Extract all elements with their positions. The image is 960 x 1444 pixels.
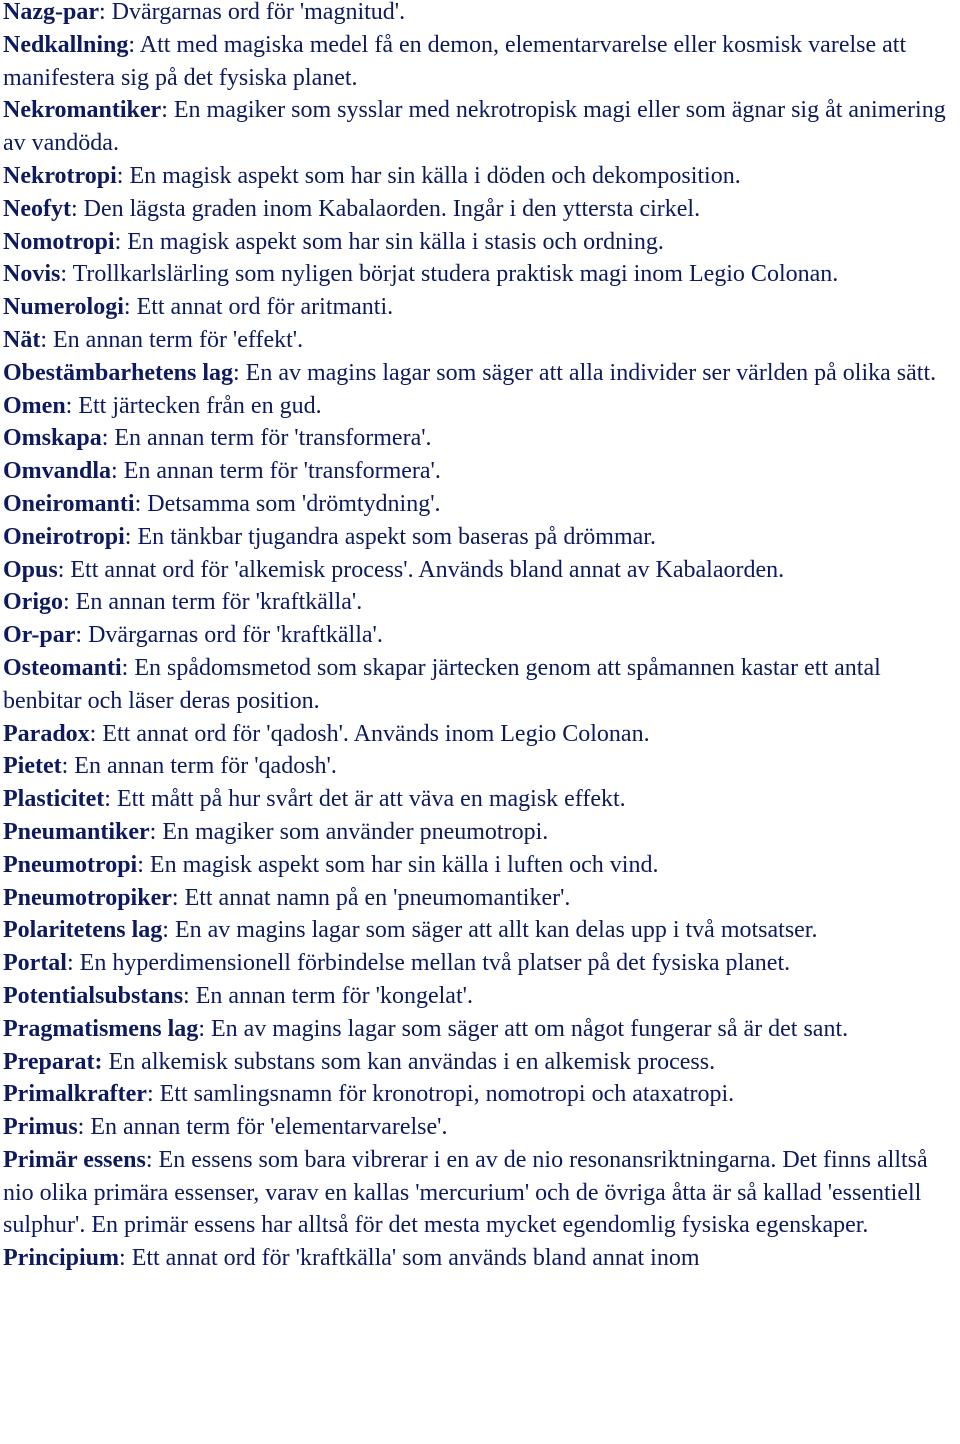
entry-definition: Ett mått på hur svårt det är att väva en magisk effekt. xyxy=(116,786,626,813)
entry-term: Nekromantiker xyxy=(3,97,162,124)
glossary-entry xyxy=(3,390,957,423)
entry-definition: En tänkbar tjugandra aspekt som baseras på drömmar. xyxy=(137,523,656,550)
entry-definition: Ett annat ord för 'kraftkälla' som används bland annat inom xyxy=(131,1245,700,1272)
entry-definition: Dvärgarnas ord för 'magnitud'. xyxy=(111,0,406,25)
entry-definition: Dvärgarnas ord för 'kraftkälla'. xyxy=(88,622,383,649)
entry-term: Osteomanti xyxy=(3,654,122,681)
entry-term: Omvandla xyxy=(3,458,112,485)
entry-definition: En magisk aspekt som har sin källa i stasis och ordning. xyxy=(127,228,664,255)
entry-separator: : xyxy=(111,458,124,485)
entry-term: Paradox xyxy=(3,720,90,747)
glossary-entry xyxy=(3,1144,957,1242)
entry-definition: En av magins lagar som säger att alla individer ser världen på olika sätt. xyxy=(245,359,937,386)
entry-separator: : xyxy=(149,818,163,845)
glossary-entry xyxy=(3,521,957,554)
entry-term: Primär essens xyxy=(3,1146,146,1173)
glossary-entry xyxy=(3,1078,957,1111)
glossary-entry xyxy=(3,193,957,226)
entry-separator: : xyxy=(128,31,140,58)
glossary-page xyxy=(3,0,957,1275)
entry-term: Primus xyxy=(3,1114,78,1141)
glossary-entry xyxy=(3,750,957,783)
entry-term: Nazg-par xyxy=(3,0,99,25)
entry-term: Pneumotropiker xyxy=(3,884,172,911)
glossary-entry xyxy=(3,882,957,915)
entry-term: Neofyt xyxy=(3,195,71,222)
entry-separator: : xyxy=(101,425,115,452)
entry-separator: : xyxy=(134,490,148,517)
glossary-entry xyxy=(3,980,957,1013)
entry-separator: : xyxy=(70,195,84,222)
entry-definition: Ett annat ord för 'qadosh'. Används inom Legio Colonan. xyxy=(102,720,650,747)
entry-definition: Ett annat ord för aritmanti. xyxy=(136,294,394,321)
glossary-entry xyxy=(3,226,957,259)
entry-separator: : xyxy=(146,1081,160,1108)
entry-term: Polaritetens lag xyxy=(3,917,163,944)
entry-definition: Detsamma som 'drömtydning'. xyxy=(147,490,441,517)
entry-separator: : xyxy=(61,753,75,780)
entry-separator: : xyxy=(137,851,150,878)
entry-definition: Den lägsta graden inom Kabalaorden. Ingår i den yttersta cirkel. xyxy=(83,195,701,222)
entry-definition: En av magins lagar som säger att om något fungerar så är det sant. xyxy=(210,1015,849,1042)
entry-term: Principium xyxy=(3,1245,120,1272)
entry-separator: : xyxy=(104,786,117,813)
entry-definition: En spådomsmetod som skapar järtecken genom att spåmannen kastar ett antal benbitar och läser deras position. xyxy=(3,654,881,714)
entry-definition: Trollkarlslärling som nyligen börjat studera praktisk magi inom Legio Colonan. xyxy=(72,261,839,288)
entry-definition: En hyperdimensionell förbindelse mellan två platser på det fysiska planet. xyxy=(79,950,791,977)
entry-term: Pneumotropi xyxy=(3,851,138,878)
entry-definition: Ett annat namn på en 'pneumomantiker'. xyxy=(184,884,571,911)
entry-definition: En annan term för 'transformera'. xyxy=(123,458,441,485)
entry-term: Primalkrafter xyxy=(3,1081,147,1108)
entry-definition: En magisk aspekt som har sin källa i döden och dekomposition. xyxy=(129,162,741,189)
entry-definition: En annan term för 'kongelat'. xyxy=(195,982,473,1009)
glossary-entry xyxy=(3,1046,957,1079)
entry-separator: : xyxy=(98,0,112,25)
entry-term: Omen xyxy=(3,392,66,419)
glossary-entry xyxy=(3,1242,957,1275)
entry-separator: : xyxy=(57,556,71,583)
entry-definition: Ett järtecken från en gud. xyxy=(78,392,322,419)
glossary-entry xyxy=(3,914,957,947)
glossary-entry xyxy=(3,29,957,95)
entry-definition: Ett annat ord för 'alkemisk process'. Används bland annat av Kabalaorden. xyxy=(70,556,785,583)
glossary-entry xyxy=(3,324,957,357)
glossary-entry xyxy=(3,291,957,324)
glossary-entry xyxy=(3,816,957,849)
entry-definition: En av magins lagar som säger att allt kan delas upp i två motsatser. xyxy=(174,917,818,944)
entry-separator: : xyxy=(65,392,79,419)
entry-definition: Att med magiska medel få en demon, elementarvarelse eller kosmisk varelse att manifestera sig på det fysiska planet. xyxy=(3,31,907,91)
glossary-entry xyxy=(3,718,957,751)
entry-definition: En annan term för 'qadosh'. xyxy=(74,753,337,780)
glossary-entry xyxy=(3,783,957,816)
entry-separator: : xyxy=(77,1114,91,1141)
glossary-entry xyxy=(3,160,957,193)
glossary-entry xyxy=(3,0,957,29)
entry-term: Pragmatismens lag xyxy=(3,1015,199,1042)
entry-definition: En annan term för 'transformera'. xyxy=(114,425,432,452)
entry-term: Numerologi xyxy=(3,294,124,321)
entry-separator: : xyxy=(171,884,185,911)
glossary-entry xyxy=(3,1013,957,1046)
glossary-entry xyxy=(3,258,957,291)
entry-separator: : xyxy=(162,917,175,944)
glossary-entry xyxy=(3,94,957,160)
entry-definition: En annan term för 'effekt'. xyxy=(53,326,304,353)
glossary-entry xyxy=(3,586,957,619)
entry-term: Novis xyxy=(3,261,61,288)
entry-term: Pneumantiker xyxy=(3,818,150,845)
entry-term: Omskapa xyxy=(3,425,102,452)
glossary-entry xyxy=(3,619,957,652)
entry-separator: : xyxy=(116,162,130,189)
glossary-entry xyxy=(3,554,957,587)
entry-separator: : xyxy=(198,1015,211,1042)
entry-definition: En magiker som sysslar med nekrotropisk magi eller som ägnar sig åt animering av vandöda. xyxy=(3,97,946,157)
entry-term: Nät xyxy=(3,326,41,353)
glossary-entry xyxy=(3,1111,957,1144)
entry-definition: Ett samlingsnamn för kronotropi, nomotropi och ataxatropi. xyxy=(159,1081,735,1108)
entry-definition: En alkemisk substans som kan användas i en alkemisk process. xyxy=(108,1048,716,1075)
entry-term: Preparat: xyxy=(3,1048,103,1075)
entry-separator: : xyxy=(114,228,128,255)
entry-term: Nomotropi xyxy=(3,228,115,255)
glossary-entry xyxy=(3,422,957,455)
entry-separator: : xyxy=(75,622,89,649)
entry-separator: : xyxy=(119,1245,132,1272)
entry-term: Pietet xyxy=(3,753,62,780)
glossary-entry xyxy=(3,652,957,718)
glossary-entry xyxy=(3,455,957,488)
entry-definition: En annan term för 'elementarvarelse'. xyxy=(90,1114,448,1141)
entry-separator: : xyxy=(124,523,138,550)
entry-term: Potentialsubstans xyxy=(3,982,184,1009)
entry-term: Oneirotropi xyxy=(3,523,125,550)
entry-separator: : xyxy=(40,326,53,353)
entry-separator: : xyxy=(145,1146,159,1173)
entry-definition: En magisk aspekt som har sin källa i luften och vind. xyxy=(149,851,659,878)
entry-term: Portal xyxy=(3,950,67,977)
entry-term: Obestämbarhetens lag xyxy=(3,359,233,386)
entry-term: Opus xyxy=(3,556,58,583)
entry-separator: : xyxy=(60,261,73,288)
glossary-entry xyxy=(3,849,957,882)
glossary-entry xyxy=(3,947,957,980)
entry-separator: : xyxy=(161,97,174,124)
glossary-entry xyxy=(3,488,957,521)
entry-separator: : xyxy=(63,589,76,616)
glossary-entry xyxy=(3,357,957,390)
entry-separator: : xyxy=(66,950,80,977)
entry-term: Or-par xyxy=(3,622,76,649)
entry-separator: : xyxy=(121,654,135,681)
entry-term: Oneiromanti xyxy=(3,490,135,517)
entry-separator: : xyxy=(233,359,246,386)
entry-term: Nekrotropi xyxy=(3,162,117,189)
entry-separator: : xyxy=(123,294,137,321)
entry-definition: En annan term för 'kraftkälla'. xyxy=(75,589,363,616)
entry-term: Plasticitet xyxy=(3,786,105,813)
entry-definition: En essens som bara vibrerar i en av de nio resonansriktningarna. Det finns alltså nio olika primära essenser, varav en kallas 'mercurium' och de övriga åtta är så kallad 'essentiell sulphur'. En primär essens har alltså för det mesta mycket egendomlig fysiska egenskaper. xyxy=(3,1146,928,1239)
entry-separator: : xyxy=(183,982,196,1009)
entry-term: Nedkallning xyxy=(3,31,129,58)
entry-definition: En magiker som använder pneumotropi. xyxy=(162,818,549,845)
entry-term: Origo xyxy=(3,589,63,616)
entry-separator: : xyxy=(89,720,103,747)
